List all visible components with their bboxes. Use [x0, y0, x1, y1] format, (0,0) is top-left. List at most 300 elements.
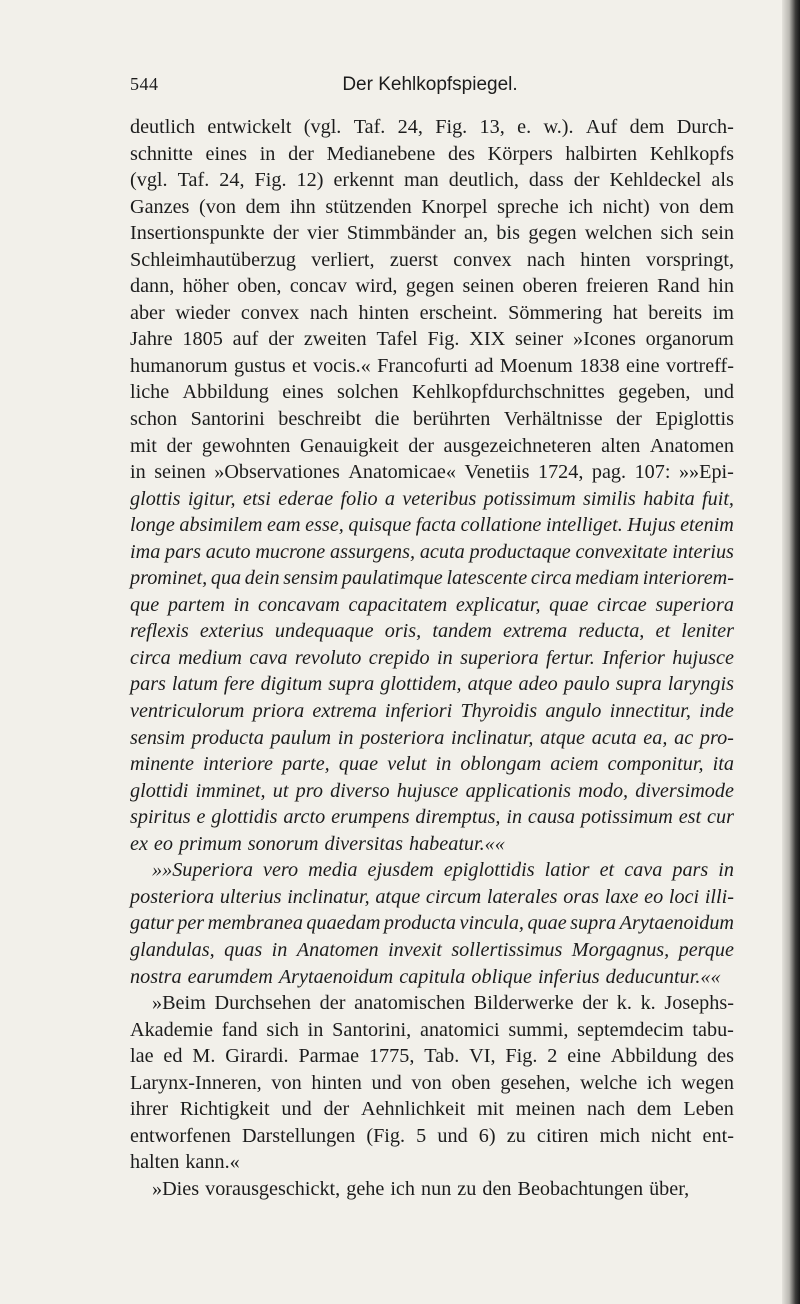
word: media — [308, 859, 358, 882]
word: Moenum — [499, 354, 573, 377]
word: seinen — [154, 461, 206, 484]
word: imminet, — [195, 779, 266, 802]
word: w.). — [543, 116, 574, 138]
word: welchen — [584, 222, 653, 245]
word: ihrer — [130, 1098, 169, 1121]
word: supra — [570, 912, 617, 935]
word: entwickelt — [207, 116, 292, 138]
word: mit — [130, 434, 157, 457]
word: tandem — [432, 620, 492, 643]
word: sein — [701, 222, 734, 245]
word: gewohnten — [201, 434, 291, 457]
word: liche — [130, 381, 170, 404]
word: gegeben, — [618, 381, 691, 404]
text-line — [130, 1043, 734, 1070]
word: membranea — [207, 912, 303, 935]
word: der — [582, 992, 609, 1015]
text-line — [130, 725, 734, 752]
word: illi- — [704, 885, 734, 908]
word: Inferior — [602, 646, 665, 669]
text-line — [130, 990, 734, 1017]
word: Fig. — [435, 116, 468, 138]
word: vincula, — [459, 912, 524, 935]
word: auf — [232, 328, 259, 351]
word: Insertionspunkte — [130, 222, 265, 245]
word: cava — [624, 859, 663, 882]
word: et — [655, 620, 671, 643]
word: sich — [266, 1018, 299, 1041]
word: Aehnlichkeit — [361, 1098, 466, 1121]
word: ea, — [643, 726, 668, 749]
word: Arytaenoidum — [619, 912, 734, 935]
text-line — [130, 114, 734, 141]
word: zu — [506, 1124, 526, 1147]
word: glandulas, — [130, 938, 215, 961]
word: nicht — [651, 1124, 692, 1147]
word: cur — [707, 806, 734, 829]
word: Girardi. — [225, 1045, 289, 1068]
word: cava — [249, 646, 288, 669]
word: velut — [387, 753, 427, 776]
word: mit — [477, 1098, 504, 1121]
word: und — [703, 381, 734, 404]
word: quae — [527, 912, 567, 935]
text-line — [130, 778, 734, 805]
text-line — [130, 194, 734, 221]
text-line — [130, 300, 734, 327]
word: Bilderwerke — [473, 992, 574, 1015]
running-title: Der Kehlkopfspiegel. — [342, 74, 518, 95]
word: deducuntur.«« — [605, 965, 721, 988]
word: priora — [252, 700, 305, 723]
text-line — [130, 937, 734, 964]
word: Tafel — [376, 328, 418, 351]
word: spiritus — [130, 806, 191, 829]
word: septemdecim — [577, 1018, 684, 1041]
word: 1724, — [537, 461, 584, 484]
word: seiner — [515, 328, 564, 351]
word: dem — [636, 1098, 672, 1121]
text-line — [130, 326, 734, 353]
text-line — [130, 1096, 734, 1123]
word: sich — [660, 222, 694, 245]
word: superiora — [460, 646, 539, 669]
word: ich — [568, 195, 593, 218]
text-line — [130, 247, 734, 274]
word: aber — [130, 301, 165, 324]
word: capacitatem — [348, 593, 448, 616]
word: hujusce — [672, 646, 734, 669]
word: habita — [643, 487, 695, 510]
word: Verhältnisse — [503, 408, 603, 431]
word: nostra — [130, 965, 182, 988]
word: Kehldeckel — [609, 169, 702, 192]
word: perque — [678, 938, 734, 961]
word: Körpers — [487, 142, 553, 165]
word: paulatimque — [341, 567, 443, 590]
word: entworfenen — [130, 1124, 231, 1147]
word: oris, — [384, 620, 422, 643]
word: Anatomicae« — [348, 461, 456, 484]
word: und — [281, 1098, 312, 1121]
word: primum — [178, 832, 242, 855]
word: der — [616, 408, 642, 431]
word: gegen — [528, 222, 577, 245]
word: vorausgeschickt, — [205, 1177, 341, 1200]
word: convex — [453, 248, 512, 271]
word: der — [166, 434, 193, 457]
word: organorum — [645, 328, 734, 351]
word: Fig. — [505, 1045, 538, 1068]
word: anatomici — [419, 1018, 500, 1041]
word: paulo — [563, 673, 610, 696]
word: angulo — [545, 700, 602, 723]
word: den — [482, 1177, 512, 1200]
word: Taf. — [353, 116, 386, 138]
word: halbirten — [565, 142, 638, 165]
word: minente — [130, 753, 194, 776]
word: beschreibt — [278, 408, 362, 431]
word: 13, — [479, 116, 505, 138]
word: circa — [530, 567, 572, 590]
word: Anatomen — [649, 434, 734, 457]
word: im — [712, 301, 734, 324]
text-line — [130, 565, 734, 592]
body-text — [130, 114, 734, 1202]
word: Hujus — [627, 514, 676, 537]
word: Durch- — [676, 116, 734, 138]
word: in — [437, 646, 453, 669]
word: eine — [567, 1045, 601, 1068]
word: Fig. — [427, 328, 460, 351]
word: prominet, — [130, 567, 208, 590]
word: wegen — [681, 1071, 734, 1094]
text-line — [130, 592, 734, 619]
word: interiore — [203, 753, 273, 776]
word: dann, — [130, 275, 175, 298]
word: erkennt — [333, 169, 394, 192]
word: quas — [224, 938, 263, 961]
word: dem — [245, 195, 281, 218]
word: Santorini — [190, 408, 265, 431]
word: solchen — [336, 381, 399, 404]
word: in — [271, 938, 288, 961]
word: oblique — [471, 965, 532, 988]
text-line — [130, 964, 734, 991]
text-line — [130, 141, 734, 168]
word: in — [130, 461, 146, 484]
word: seinen — [462, 275, 515, 298]
word: esse, — [305, 514, 344, 537]
word: eam — [266, 514, 301, 537]
word: oben — [451, 1071, 491, 1094]
word: innectitur, — [609, 700, 691, 723]
word: verliert, — [311, 248, 375, 271]
word: Abbildung — [182, 381, 269, 404]
word: et — [599, 859, 615, 882]
word: interiorem- — [642, 567, 734, 590]
word: k. — [616, 992, 632, 1015]
word: sensim — [130, 726, 185, 749]
word: quaedam — [306, 912, 381, 935]
word: Beobachtungen — [517, 1177, 644, 1200]
word: Sömmering — [508, 301, 603, 324]
word: 12) — [296, 169, 324, 192]
page-edge-shadow — [782, 0, 800, 1304]
word: schon — [130, 408, 178, 431]
word: applicationis — [465, 779, 571, 802]
word: Santorini, — [332, 1018, 412, 1041]
word: 24, — [219, 169, 245, 192]
word: eines — [205, 142, 247, 165]
word: deutlich, — [448, 169, 519, 192]
word: des — [707, 1045, 734, 1068]
word: pro — [295, 779, 323, 802]
word: der — [268, 328, 295, 351]
text-line — [130, 804, 734, 831]
word: Durchsehen — [214, 992, 311, 1015]
word: berührten — [412, 408, 491, 431]
word: pars — [165, 540, 201, 563]
word: etsi — [242, 487, 271, 510]
word: 107: — [634, 461, 671, 484]
word: (vgl. — [303, 116, 342, 138]
word: Epiglottis — [655, 408, 734, 431]
word: mucrone — [255, 540, 326, 563]
word: inclinatur, — [451, 726, 534, 749]
word: circa — [130, 646, 171, 669]
word: man — [404, 169, 439, 192]
word: »Dies — [152, 1177, 200, 1200]
word: in — [307, 1018, 324, 1041]
word: ita — [712, 753, 734, 776]
word: der — [272, 222, 299, 245]
word: Tab. — [424, 1045, 460, 1068]
word: dein — [244, 567, 280, 590]
word: parte, — [282, 753, 330, 776]
word: hinten — [580, 248, 631, 271]
word: e — [196, 806, 206, 829]
page-number: 544 — [130, 74, 159, 94]
word: veteribus — [402, 487, 477, 510]
word: supra — [328, 673, 375, 696]
text-line — [130, 459, 734, 486]
word: et — [291, 354, 307, 377]
word: acuta — [419, 540, 465, 563]
word: ich — [646, 1071, 672, 1094]
word: anatomischen — [354, 992, 466, 1015]
text-line — [130, 1149, 734, 1176]
word: vortreff- — [665, 354, 734, 377]
word: erscheint. — [419, 301, 498, 324]
word: interius — [672, 540, 734, 563]
word: vorspringt, — [645, 248, 734, 271]
word: qua — [210, 567, 242, 590]
word: ed — [163, 1045, 183, 1068]
word: ent- — [702, 1124, 734, 1147]
word: collatione — [460, 514, 542, 537]
word: meinen — [515, 1098, 576, 1121]
word: 1838 — [579, 354, 620, 377]
word: laryngis — [667, 673, 734, 696]
word: Medianebene — [326, 142, 436, 165]
word: potissimum — [483, 487, 576, 510]
word: etenim — [680, 514, 734, 537]
word: Akademie — [130, 1018, 213, 1041]
word: potissimum — [580, 806, 673, 829]
word: fand — [221, 1018, 258, 1041]
word: superiora — [655, 593, 734, 616]
word: glottidem, — [380, 673, 462, 696]
word: erumpens — [331, 806, 410, 829]
text-line — [130, 831, 734, 858]
word: fere — [223, 673, 255, 696]
word: zu — [457, 1177, 477, 1200]
word: Kehlkopfs — [649, 142, 734, 165]
word: oblongam — [460, 753, 542, 776]
word: vocis.« — [312, 354, 371, 377]
word: concav — [289, 275, 347, 298]
word: inde — [699, 700, 734, 723]
word: Parmae — [298, 1045, 360, 1068]
word: (Fig. — [366, 1124, 406, 1147]
word: Josephs- — [664, 992, 734, 1015]
text-line — [130, 910, 734, 937]
word: nicht) — [602, 195, 650, 218]
word: paulum — [270, 726, 332, 749]
word: arcto — [283, 806, 326, 829]
word: folio — [340, 487, 378, 510]
word: lae — [130, 1045, 154, 1068]
word: gatur — [130, 912, 174, 935]
word: glottis — [130, 487, 181, 510]
word: similis — [583, 487, 636, 510]
text-line — [130, 751, 734, 778]
word: mediam — [575, 567, 640, 590]
word: facta — [415, 514, 457, 537]
word: gehe — [346, 1177, 385, 1200]
word: sollertissimus — [451, 938, 563, 961]
word: digitum — [260, 673, 323, 696]
word: Auf — [585, 116, 618, 138]
word: productaque — [469, 540, 571, 563]
word: Darstellungen — [242, 1124, 356, 1147]
word: der — [573, 169, 600, 192]
word: reducta, — [578, 620, 645, 643]
word: VI, — [469, 1045, 496, 1068]
word: per — [177, 912, 205, 935]
word: quae — [338, 753, 379, 776]
word: ut — [272, 779, 289, 802]
word: laxe — [604, 885, 639, 908]
word: hinten — [311, 1071, 362, 1094]
word: capitula — [399, 965, 466, 988]
word: loci — [668, 885, 700, 908]
word: in — [506, 806, 523, 829]
word: humanorum — [130, 354, 228, 377]
word: circum — [425, 885, 482, 908]
word: concavam — [258, 593, 340, 616]
word: Abbildung — [610, 1045, 698, 1068]
text-line — [130, 618, 734, 645]
word: des — [448, 142, 475, 165]
word: in — [337, 726, 354, 749]
word: reflexis — [130, 620, 189, 643]
text-line — [130, 379, 734, 406]
word: longe — [130, 514, 175, 537]
word: exterius — [199, 620, 264, 643]
word: pars — [130, 673, 166, 696]
word: ejusdem — [367, 859, 434, 882]
word: est — [678, 806, 702, 829]
word: ederae — [278, 487, 334, 510]
word: latescente — [446, 567, 528, 590]
word: Fig. — [254, 169, 287, 192]
word: fuit, — [702, 487, 734, 510]
word: »»Epi- — [678, 461, 734, 484]
word: diverso — [330, 779, 390, 802]
word: oras — [563, 885, 600, 908]
word: eines — [282, 381, 324, 404]
word: ich — [390, 1177, 415, 1200]
word: assurgens, — [330, 540, 416, 563]
word: Kehlkopfdurchschnittes — [411, 381, 605, 404]
word: in — [259, 142, 276, 165]
word: schnitte — [130, 142, 193, 165]
word: (vgl. — [130, 169, 168, 192]
text-line — [130, 512, 734, 539]
word: producta — [383, 912, 457, 935]
word: deutlich — [130, 116, 196, 138]
word: circae — [597, 593, 647, 616]
word: crepido — [368, 646, 430, 669]
word: Ganzes — [130, 195, 190, 218]
word: »Observationes — [214, 461, 340, 484]
word: absimilem — [179, 514, 263, 537]
word: atque — [467, 673, 513, 696]
word: wieder — [175, 301, 231, 324]
word: XIX — [469, 328, 506, 351]
word: ventriculorum — [130, 700, 245, 723]
word: M. — [192, 1045, 216, 1068]
word: ad — [474, 354, 494, 377]
word: hin — [708, 275, 734, 298]
word: »Beim — [152, 992, 206, 1015]
word: tabu- — [692, 1018, 734, 1041]
word: summi, — [508, 1018, 569, 1041]
word: diversimode — [635, 779, 734, 802]
word: partem — [167, 593, 226, 616]
word: ac — [674, 726, 694, 749]
word: von — [659, 195, 690, 218]
word: 2 — [547, 1045, 558, 1068]
word: kann.« — [185, 1151, 240, 1174]
word: e. — [517, 116, 532, 138]
word: supra — [615, 673, 662, 696]
word: über, — [649, 1177, 690, 1200]
word: Richtigkeit — [179, 1098, 270, 1121]
word: Larynx-Inneren, — [130, 1071, 262, 1094]
word: Arytaenoidum — [278, 965, 394, 988]
word: extrema — [502, 620, 568, 643]
word: ex — [130, 832, 148, 855]
word: als — [711, 169, 734, 192]
word: invexit — [388, 938, 442, 961]
word: glottidi — [130, 779, 189, 802]
word: der — [323, 1098, 350, 1121]
word: (von — [199, 195, 237, 218]
text-line — [130, 698, 734, 725]
